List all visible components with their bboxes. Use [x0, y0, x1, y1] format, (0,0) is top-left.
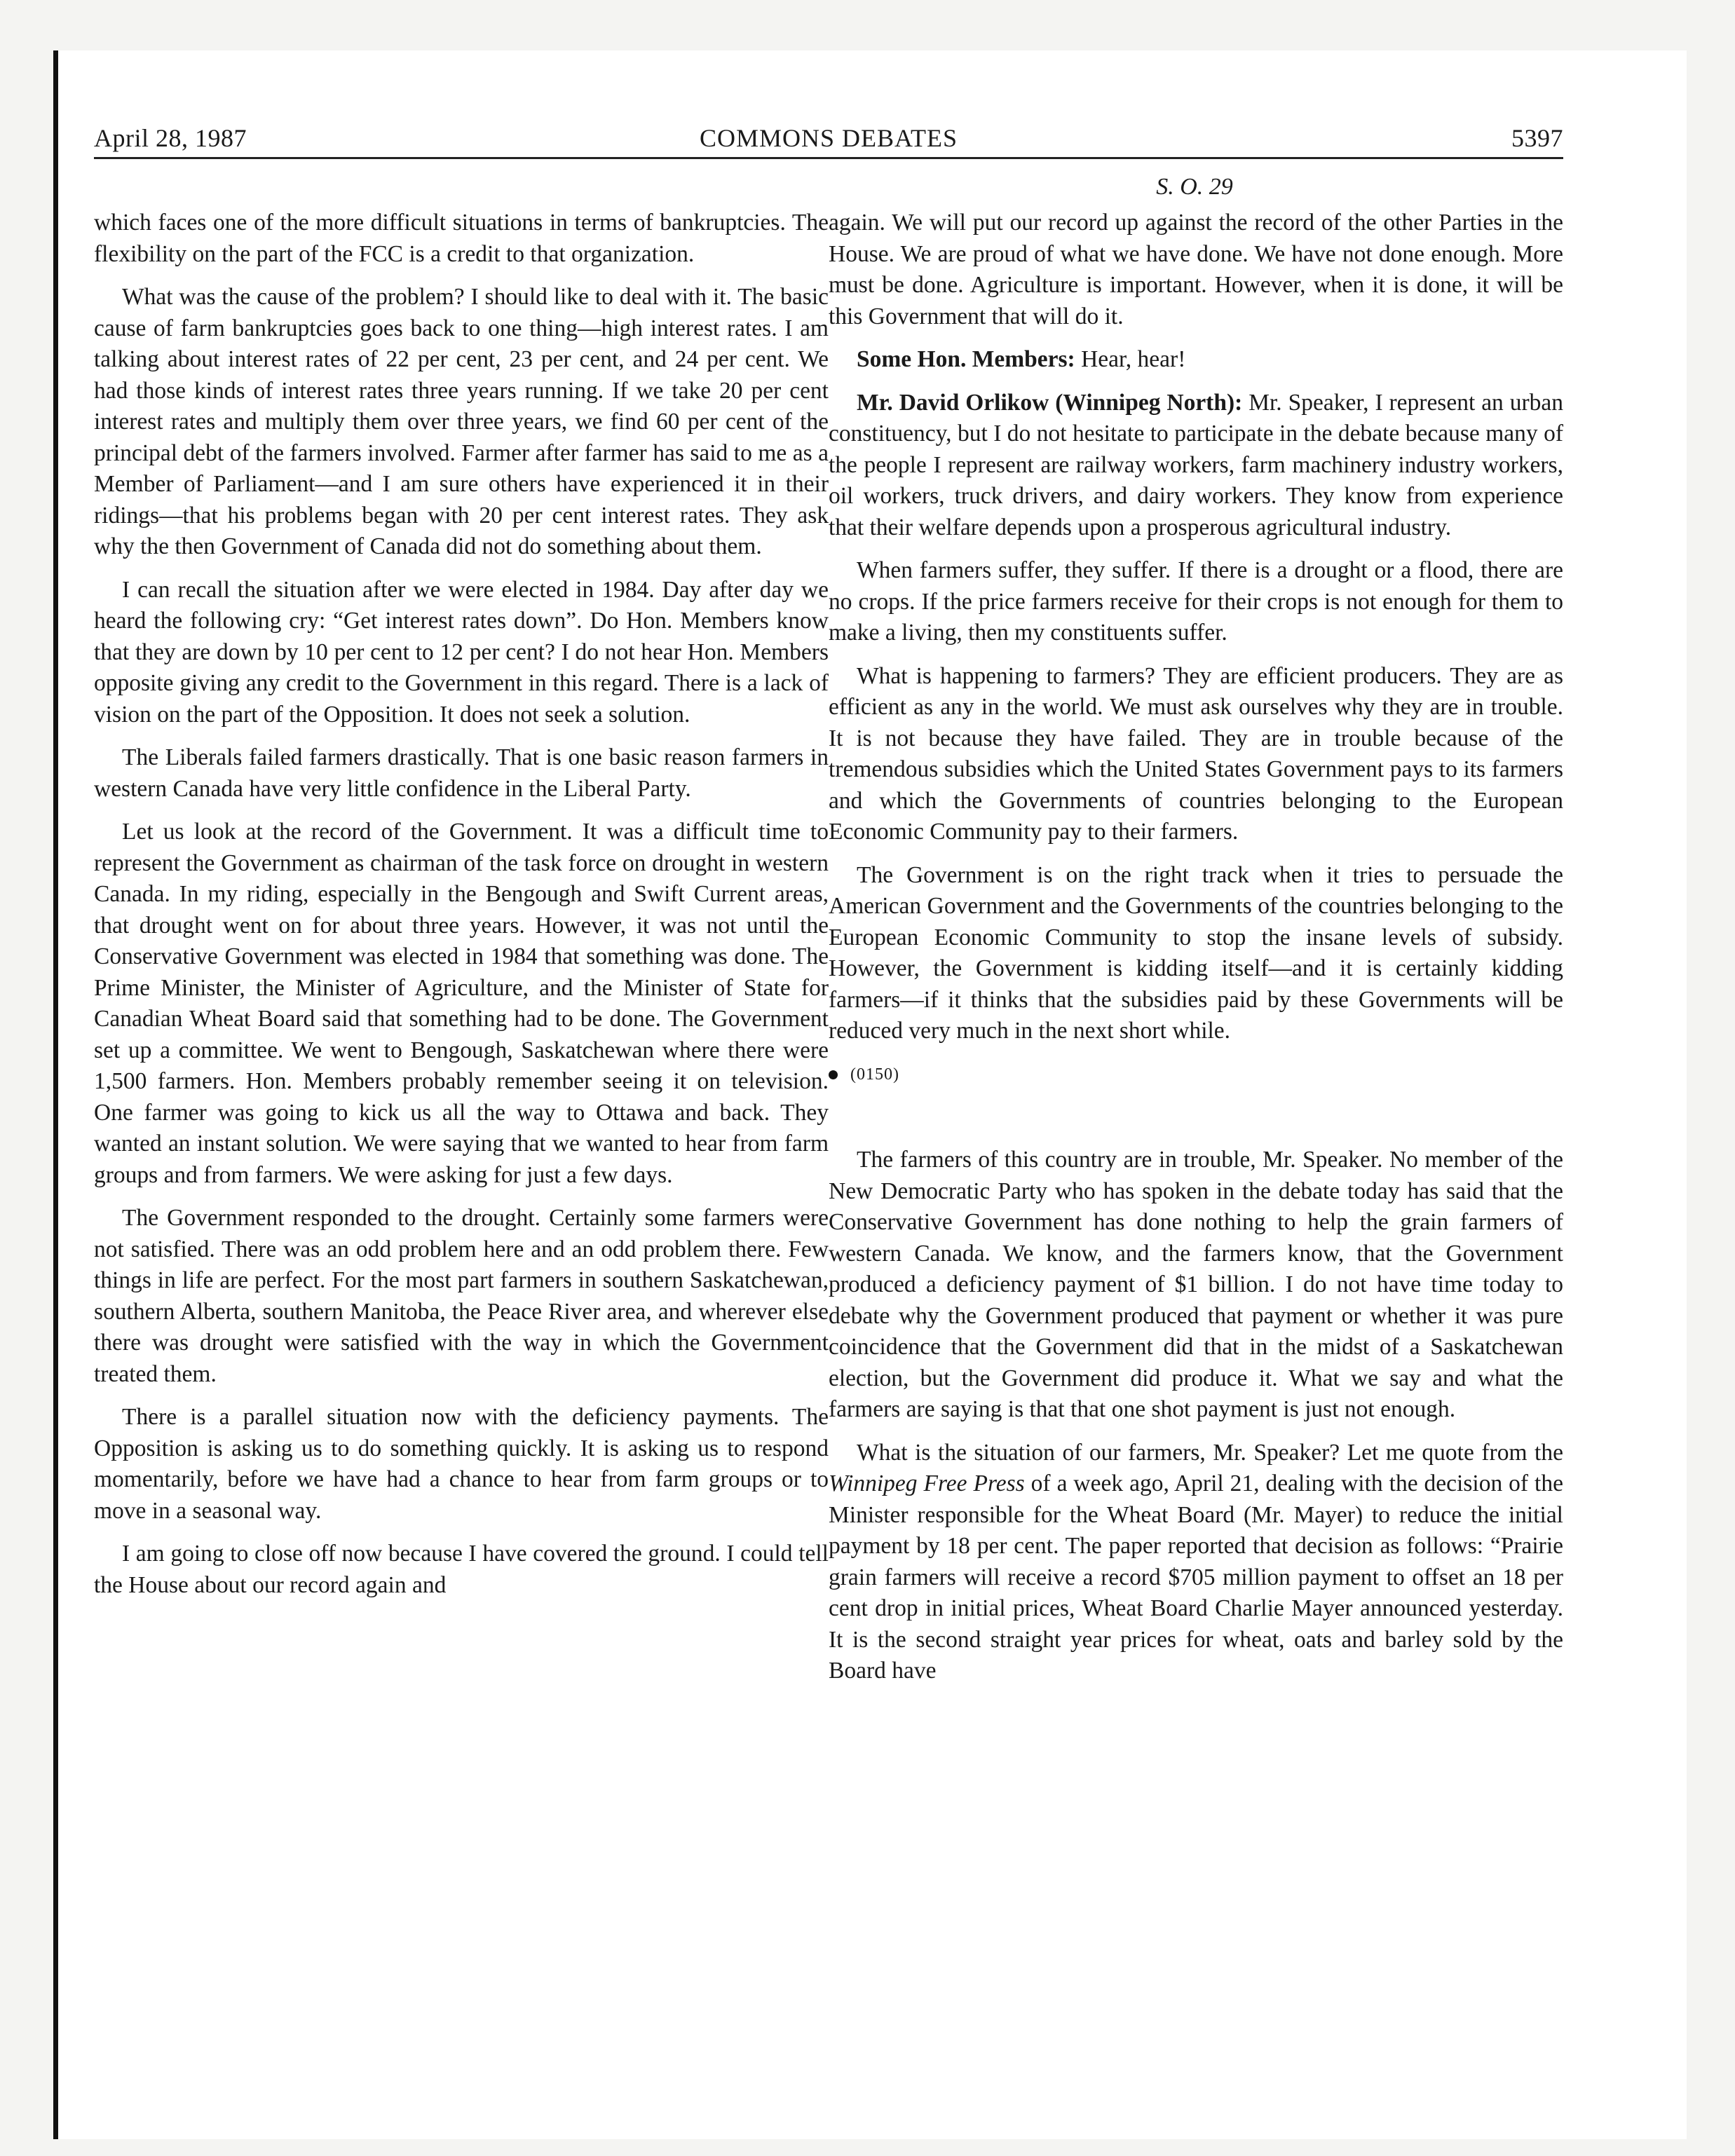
time-marker — [829, 1059, 1563, 1091]
paragraph: What is happening to farmers? They are efficient producers. They are as efficient as any in the world. We must ask ourselves why they are in trouble. It is not because they have failed. They are in trouble because of the tremendous subsidies which the United States Government pays to its farmers and which the Governments of countries belonging to the European Economic Community pay to their farmers. — [829, 662, 1563, 845]
speech-opening — [829, 388, 1563, 544]
right-column — [829, 207, 1563, 1699]
bullet-icon — [829, 1070, 838, 1079]
interjection — [829, 344, 1563, 376]
paragraph: The Liberals failed farmers drastically. That is one basic reason farmers in western Canada have very little confidence in the Liberal Party. — [94, 744, 829, 802]
paragraph: The Government is on the right track when it tries to persuade the American Government and the Governments of the countries belonging to the European Economic Community to stop the insane levels of subsidy. However, the Government is kidding itself—and it is certainly kidding farmers—if it thinks that the subsidies paid by these Governments will be reduced very much in the next short while. — [829, 861, 1563, 1044]
paragraph: There is a parallel situation now with the deficiency payments. The Opposition is asking us to do something quickly. It is asking us to respond momentarily, before we have had a chance to hear from farm groups or to move in a seasonal way. — [94, 1404, 829, 1524]
paragraph: I am going to close off now because I have covered the ground. I could tell the House about our record again and — [94, 1541, 829, 1598]
paragraph-text: What is the situation of our farmers, Mr. Speaker? Let me quote from the — [857, 1439, 1563, 1466]
standing-order-subheading: S. O. 29 — [1156, 174, 1233, 200]
header-date: April 28, 1987 — [94, 124, 247, 152]
paragraph: Let us look at the record of the Government. It was a difficult time to represent the Government as chairman of the task force on drought in western Canada. In my riding, especially in the Bengough and Swift Current areas, that drought went on for about three years. However, it was not until the Conservative Government was elected in 1984 that something was done. The Prime Minister, the Minister of Agriculture, and the Minister of State for Canadian Wheat Board said that something had to be done. The Government set up a committee. We went to Bengough, Saskatchewan where there were 1,500 farmers. Hon. Members probably remember seeing it on television. One farmer was going to kick us all the way to Ottawa and back. They wanted an instant solution. We were saying that we wanted to hear from farm groups and from farmers. We were asking for just a few days. — [94, 819, 829, 1188]
page-header — [94, 123, 1563, 165]
page-number: 5397 — [1511, 124, 1563, 152]
paragraph: which faces one of the more difficult situations in terms of bankruptcies. The flexibility on the part of the FCC is a credit to that organization. — [94, 210, 829, 267]
publication-title: Winnipeg Free Press — [829, 1471, 1025, 1496]
paragraph: The farmers of this country are in trouble, Mr. Speaker. No member of the New Democratic Party who has spoken in the debate today has said that the Conservative Government has done nothing to help the grain farmers of western Canada. We know, and the farmers know, that the Government produced a deficiency payment of $1 billion. I do not have time today to debate why the Government produced that payment or whether it was pure coincidence that the Government did that in the midst of a Saskatchewan election, but the Government did produce it. What we say and what the farmers are saying is that that one shot payment is just not enough. — [829, 1147, 1563, 1422]
left-column — [94, 207, 829, 1613]
paragraph: The Government responded to the drought. Certainly some farmers were not satisfied. There was an odd problem here and an odd problem there. Few things in life are perfect. For the most part farmers in southern Saskatchewan, southern Alberta, southern Manitoba, the Peace River area, and wherever else there was drought were satisfied with the way in which the Government treated them. — [94, 1205, 829, 1387]
paragraph: What was the cause of the problem? I should like to deal with it. The basic cause of farm bankruptcies goes back to one thing—high interest rates. I am talking about interest rates of 22 per cent, 23 per cent, and 24 per cent. We had those kinds of interest rates three years running. If we take 20 per cent interest rates and multiply them over three years, we find 60 per cent of the principal debt of the farmers involved. Farmer after farmer has said to me as a Member of Parliament—and I am sure others have experienced it in their ridings—that his problems began with 20 per cent interest rates. They ask why the then Government of Canada did not do something about them. — [94, 284, 829, 559]
time-marker-text: (0150) — [850, 1065, 899, 1084]
header-title: COMMONS DEBATES — [699, 124, 958, 152]
paragraph-text: of a week ago, April 21, dealing with the decision of the Minister responsible for the Wheat Board (Mr. Mayer) to reduce the initial payment by 18 per cent. The paper reported that decision as follows: “Prairie grain farmers will receive a record $705 million payment to offset an 18 per cent drop in initial prices, Wheat Board Charlie Mayer announced yesterday. It is the second straight year prices for wheat, oats and barley sold by the Board have — [829, 1471, 1563, 1684]
speaker-name: Mr. David Orlikow (Winnipeg North): — [857, 389, 1243, 416]
speech-text: Mr. Speaker, I represent an urban constituency, but I do not hesitate to participate in the debate because many of the people I represent are railway workers, farm machinery industry workers, oil workers, truck drivers, and dairy workers. They know from experience that their welfare depends upon a prosperous agricultural industry. — [829, 389, 1563, 540]
paragraph: again. We will put our record up against the record of the other Parties in the House. We are proud of what we have done. We have not done enough. More must be done. Agriculture is important. However, when it is done, it will be this Government that will do it. — [829, 210, 1563, 329]
paragraph — [829, 1438, 1563, 1687]
header-rule — [94, 157, 1563, 159]
interjection-text: Hear, hear! — [1075, 346, 1186, 372]
paragraph: I can recall the situation after we were elected in 1984. Day after day we heard the following cry: “Get interest rates down”. Do Hon. Members know that they are down by 10 per cent to 12 per cent? I do not hear Hon. Members opposite giving any credit to the Government in this regard. There is a lack of vision on the part of the Opposition. It does not seek a solution. — [94, 576, 829, 728]
paragraph: When farmers suffer, they suffer. If there is a drought or a flood, there are no crops. If the price farmers receive for their crops is not enough for them to make a living, then my constituents suffer. — [829, 557, 1563, 646]
speaker-name: Some Hon. Members: — [857, 346, 1075, 372]
